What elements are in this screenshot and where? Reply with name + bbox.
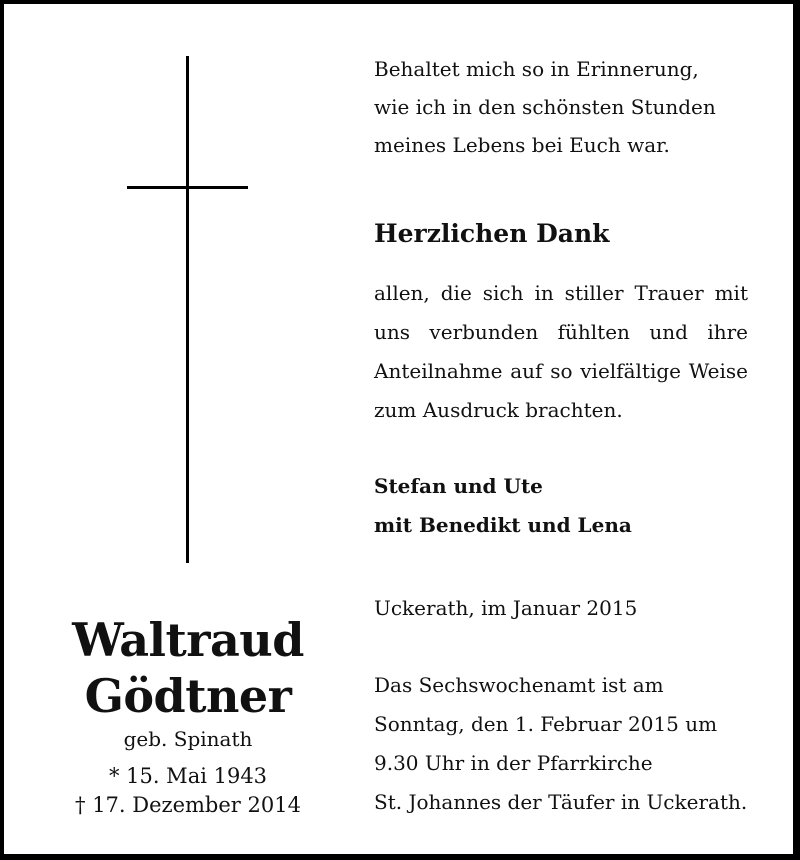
poem-line-2: wie ich in den schönsten Stunden [374,95,716,119]
poem-line-1: Behaltet mich so in Erinnerung, [374,57,699,81]
family-line-1: Stefan und Ute [374,474,543,498]
service-line-4: St. Johannes der Täufer in Uckerath. [374,790,748,814]
service-line-3: 9.30 Uhr in der Pfarrkirche [374,751,653,775]
thanks-line-1: allen, die sich in stiller Trauer mit [374,281,748,305]
deceased-first-name: Waltraud [72,613,304,667]
thanks-line-3: Anteilnahme auf so vielfältige Weise [374,359,748,383]
service-line-2: Sonntag, den 1. Februar 2015 um [374,712,718,736]
poem-line-3: meines Lebens bei Euch war. [374,133,670,157]
service-line-1: Das Sechswochenamt ist am [374,673,664,697]
death-date: † 17. Dezember 2014 [75,793,301,817]
birth-date: * 15. Mai 1943 [108,764,268,788]
cross-horizontal-bar [127,186,248,189]
thanks-line-2: uns verbunden fühlten und ihre [374,320,748,344]
cross-vertical-bar [186,56,189,563]
thanks-line-4: zum Ausdruck brachten. [374,398,623,422]
family-line-2: mit Benedikt und Lena [374,513,632,537]
thanks-heading: Herzlichen Dank [374,219,610,248]
maiden-name: geb. Spinath [123,727,253,751]
place-date: Uckerath, im Januar 2015 [374,596,638,620]
deceased-last-name: Gödtner [84,669,292,723]
